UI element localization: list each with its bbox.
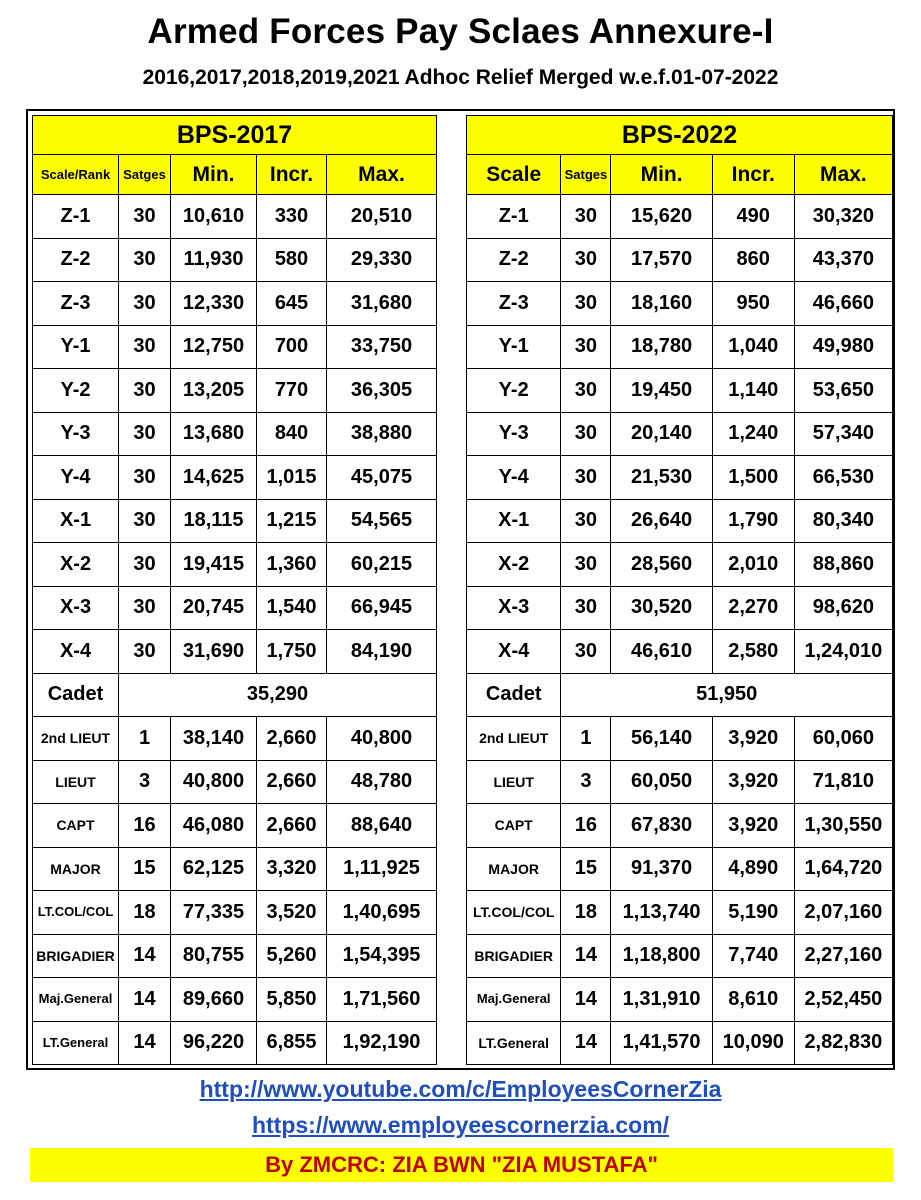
- table-row: [33, 456, 437, 500]
- value-cell: 1,71,560: [327, 978, 437, 1022]
- table-row: [467, 499, 893, 543]
- table-row: [33, 847, 437, 891]
- value-cell: 1,015: [257, 456, 327, 500]
- value-cell: 33,750: [327, 325, 437, 369]
- scale-cell: X-3: [467, 586, 561, 630]
- value-cell: 18,160: [611, 282, 712, 326]
- value-cell: 45,075: [327, 456, 437, 500]
- value-cell: 1,360: [257, 543, 327, 587]
- table-row: [33, 717, 437, 761]
- value-cell: 31,680: [327, 282, 437, 326]
- value-cell: 3,920: [712, 760, 794, 804]
- rank-cell: LT.General: [33, 1021, 119, 1065]
- value-cell: 20,140: [611, 412, 712, 456]
- value-cell: 19,450: [611, 369, 712, 413]
- table-row: [467, 543, 893, 587]
- value-cell: 1,18,800: [611, 934, 712, 978]
- value-cell: 30: [119, 369, 171, 413]
- page-subtitle: 2016,2017,2018,2019,2021 Adhoc Relief Merged w.e.f.01-07-2022: [142, 66, 779, 89]
- table-row: [467, 717, 893, 761]
- value-cell: 57,340: [794, 412, 892, 456]
- value-cell: 18,115: [171, 499, 257, 543]
- value-cell: 36,305: [327, 369, 437, 413]
- value-cell: 2,010: [712, 543, 794, 587]
- value-cell: 60,215: [327, 543, 437, 587]
- value-cell: 1,750: [257, 630, 327, 674]
- value-cell: 1: [119, 717, 171, 761]
- value-cell: 1,11,925: [327, 847, 437, 891]
- value-cell: 2,270: [712, 586, 794, 630]
- table-row: [33, 499, 437, 543]
- scale-cell: X-1: [467, 499, 561, 543]
- value-cell: 30: [561, 238, 611, 282]
- scale-cell: X-4: [467, 630, 561, 674]
- value-cell: 66,530: [794, 456, 892, 500]
- value-cell: 1,31,910: [611, 978, 712, 1022]
- value-cell: 15,620: [611, 195, 712, 239]
- value-cell: 1: [561, 717, 611, 761]
- scale-cell: X-2: [33, 543, 119, 587]
- rank-cell: Maj.General: [33, 978, 119, 1022]
- scale-cell: X-3: [33, 586, 119, 630]
- table-row: [33, 978, 437, 1022]
- value-cell: 4,890: [712, 847, 794, 891]
- value-cell: 30: [119, 282, 171, 326]
- value-cell: 84,190: [327, 630, 437, 674]
- value-cell: 30: [119, 456, 171, 500]
- value-cell: 18: [119, 891, 171, 935]
- value-cell: 56,140: [611, 717, 712, 761]
- value-cell: 30: [119, 195, 171, 239]
- table-row: [33, 630, 437, 674]
- table-row: [467, 847, 893, 891]
- scale-cell: X-2: [467, 543, 561, 587]
- value-cell: 14: [119, 934, 171, 978]
- value-cell: 40,800: [171, 760, 257, 804]
- value-cell: 30: [561, 412, 611, 456]
- rank-cell: LIEUT: [33, 760, 119, 804]
- value-cell: 2,660: [257, 804, 327, 848]
- table-row: [33, 760, 437, 804]
- value-cell: 8,610: [712, 978, 794, 1022]
- scale-cell: X-4: [33, 630, 119, 674]
- value-cell: 71,810: [794, 760, 892, 804]
- scale-cell: X-1: [33, 499, 119, 543]
- value-cell: 1,240: [712, 412, 794, 456]
- value-cell: 2,580: [712, 630, 794, 674]
- value-cell: 1,13,740: [611, 891, 712, 935]
- value-cell: 54,565: [327, 499, 437, 543]
- value-cell: 7,740: [712, 934, 794, 978]
- scale-cell: Y-3: [467, 412, 561, 456]
- cadet-label: Cadet: [33, 673, 119, 717]
- value-cell: 1,500: [712, 456, 794, 500]
- value-cell: 2,27,160: [794, 934, 892, 978]
- table-row: [33, 369, 437, 413]
- cadet-row: [33, 673, 437, 717]
- column-header: Min.: [611, 155, 712, 195]
- table-header-row: [33, 155, 437, 195]
- value-cell: 30: [561, 543, 611, 587]
- value-cell: 17,570: [611, 238, 712, 282]
- value-cell: 30: [119, 412, 171, 456]
- page-title: Armed Forces Pay Sclaes Annexure-I: [147, 12, 774, 51]
- value-cell: 30: [119, 325, 171, 369]
- bps-2017-table: [32, 115, 437, 1065]
- table-row: [467, 195, 893, 239]
- scale-cell: Y-3: [33, 412, 119, 456]
- table-row: [33, 586, 437, 630]
- value-cell: 46,080: [171, 804, 257, 848]
- cadet-value: 51,950: [561, 673, 893, 717]
- scale-cell: Z-3: [467, 282, 561, 326]
- rank-cell: LIEUT: [467, 760, 561, 804]
- column-header: Max.: [794, 155, 892, 195]
- value-cell: 330: [257, 195, 327, 239]
- value-cell: 3,520: [257, 891, 327, 935]
- table-banner-row: [467, 116, 893, 155]
- table-banner-row: [33, 116, 437, 155]
- value-cell: 3: [561, 760, 611, 804]
- value-cell: 31,690: [171, 630, 257, 674]
- table-row: [33, 934, 437, 978]
- value-cell: 29,330: [327, 238, 437, 282]
- cadet-value: 35,290: [119, 673, 437, 717]
- value-cell: 30: [119, 543, 171, 587]
- value-cell: 30: [561, 499, 611, 543]
- value-cell: 66,945: [327, 586, 437, 630]
- value-cell: 60,060: [794, 717, 892, 761]
- value-cell: 1,41,570: [611, 1021, 712, 1065]
- table-row: [467, 456, 893, 500]
- cadet-label: Cadet: [467, 673, 561, 717]
- table-row: [33, 282, 437, 326]
- value-cell: 77,335: [171, 891, 257, 935]
- value-cell: 80,755: [171, 934, 257, 978]
- value-cell: 5,260: [257, 934, 327, 978]
- table-row: [467, 804, 893, 848]
- value-cell: 860: [712, 238, 794, 282]
- value-cell: 16: [119, 804, 171, 848]
- table-row: [467, 891, 893, 935]
- value-cell: 43,370: [794, 238, 892, 282]
- value-cell: 30: [119, 238, 171, 282]
- value-cell: 14: [119, 1021, 171, 1065]
- table-row: [33, 1021, 437, 1065]
- table-row: [33, 804, 437, 848]
- column-header: Satges: [119, 155, 171, 195]
- value-cell: 19,415: [171, 543, 257, 587]
- value-cell: 16: [561, 804, 611, 848]
- value-cell: 38,140: [171, 717, 257, 761]
- table-row: [33, 412, 437, 456]
- column-header: Incr.: [257, 155, 327, 195]
- value-cell: 1,790: [712, 499, 794, 543]
- value-cell: 30,320: [794, 195, 892, 239]
- scale-cell: Z-2: [33, 238, 119, 282]
- value-cell: 30: [561, 456, 611, 500]
- table-row: [33, 543, 437, 587]
- value-cell: 1,64,720: [794, 847, 892, 891]
- table-banner: BPS-2017: [33, 116, 437, 155]
- scale-cell: Y-1: [467, 325, 561, 369]
- value-cell: 89,660: [171, 978, 257, 1022]
- value-cell: 1,24,010: [794, 630, 892, 674]
- value-cell: 15: [119, 847, 171, 891]
- scale-cell: Z-1: [467, 195, 561, 239]
- value-cell: 1,140: [712, 369, 794, 413]
- value-cell: 46,660: [794, 282, 892, 326]
- rank-cell: 2nd LIEUT: [467, 717, 561, 761]
- value-cell: 48,780: [327, 760, 437, 804]
- value-cell: 60,050: [611, 760, 712, 804]
- scale-cell: Z-3: [33, 282, 119, 326]
- value-cell: 3,920: [712, 717, 794, 761]
- value-cell: 30: [119, 586, 171, 630]
- table-banner: BPS-2022: [467, 116, 893, 155]
- value-cell: 30: [561, 195, 611, 239]
- value-cell: 645: [257, 282, 327, 326]
- value-cell: 26,640: [611, 499, 712, 543]
- value-cell: 1,40,695: [327, 891, 437, 935]
- table-row: [33, 891, 437, 935]
- value-cell: 3: [119, 760, 171, 804]
- footer-credit: By ZMCRC: ZIA BWN "ZIA MUSTAFA": [30, 1148, 893, 1182]
- value-cell: 11,930: [171, 238, 257, 282]
- value-cell: 10,090: [712, 1021, 794, 1065]
- rank-cell: CAPT: [467, 804, 561, 848]
- value-cell: 3,920: [712, 804, 794, 848]
- table-row: [467, 412, 893, 456]
- value-cell: 14: [561, 934, 611, 978]
- value-cell: 2,82,830: [794, 1021, 892, 1065]
- table-row: [467, 978, 893, 1022]
- value-cell: 1,30,550: [794, 804, 892, 848]
- value-cell: 20,745: [171, 586, 257, 630]
- value-cell: 840: [257, 412, 327, 456]
- value-cell: 30: [561, 369, 611, 413]
- value-cell: 30: [561, 282, 611, 326]
- value-cell: 30: [561, 325, 611, 369]
- column-header: Incr.: [712, 155, 794, 195]
- value-cell: 88,640: [327, 804, 437, 848]
- rank-cell: LT.COL/COL: [33, 891, 119, 935]
- rank-cell: MAJOR: [467, 847, 561, 891]
- rank-cell: BRIGADIER: [467, 934, 561, 978]
- value-cell: 5,850: [257, 978, 327, 1022]
- table-row: [467, 630, 893, 674]
- column-header: Scale: [467, 155, 561, 195]
- value-cell: 490: [712, 195, 794, 239]
- rank-cell: 2nd LIEUT: [33, 717, 119, 761]
- bps-2022-table: [466, 115, 893, 1065]
- value-cell: 20,510: [327, 195, 437, 239]
- value-cell: 18: [561, 891, 611, 935]
- value-cell: 1,540: [257, 586, 327, 630]
- value-cell: 1,54,395: [327, 934, 437, 978]
- value-cell: 14: [119, 978, 171, 1022]
- scale-cell: Z-2: [467, 238, 561, 282]
- value-cell: 91,370: [611, 847, 712, 891]
- scale-cell: Z-1: [33, 195, 119, 239]
- value-cell: 700: [257, 325, 327, 369]
- value-cell: 30: [119, 630, 171, 674]
- column-header: Satges: [561, 155, 611, 195]
- value-cell: 10,610: [171, 195, 257, 239]
- value-cell: 30,520: [611, 586, 712, 630]
- value-cell: 80,340: [794, 499, 892, 543]
- rank-cell: LT.COL/COL: [467, 891, 561, 935]
- value-cell: 40,800: [327, 717, 437, 761]
- table-row: [467, 760, 893, 804]
- value-cell: 15: [561, 847, 611, 891]
- table-row: [467, 586, 893, 630]
- value-cell: 580: [257, 238, 327, 282]
- value-cell: 2,52,450: [794, 978, 892, 1022]
- value-cell: 38,880: [327, 412, 437, 456]
- rank-cell: LT.General: [467, 1021, 561, 1065]
- value-cell: 1,215: [257, 499, 327, 543]
- table-row: [467, 934, 893, 978]
- value-cell: 3,320: [257, 847, 327, 891]
- value-cell: 12,750: [171, 325, 257, 369]
- table-row: [33, 238, 437, 282]
- rank-cell: Maj.General: [467, 978, 561, 1022]
- scale-cell: Y-4: [467, 456, 561, 500]
- youtube-link[interactable]: http://www.youtube.com/c/EmployeesCornerZia: [199, 1076, 722, 1102]
- column-header: Scale/Rank: [33, 155, 119, 195]
- rank-cell: CAPT: [33, 804, 119, 848]
- value-cell: 13,205: [171, 369, 257, 413]
- value-cell: 28,560: [611, 543, 712, 587]
- value-cell: 1,92,190: [327, 1021, 437, 1065]
- value-cell: 13,680: [171, 412, 257, 456]
- value-cell: 88,860: [794, 543, 892, 587]
- scale-cell: Y-1: [33, 325, 119, 369]
- value-cell: 6,855: [257, 1021, 327, 1065]
- value-cell: 12,330: [171, 282, 257, 326]
- table-row: [33, 195, 437, 239]
- column-header: Max.: [327, 155, 437, 195]
- value-cell: 14: [561, 978, 611, 1022]
- value-cell: 2,660: [257, 717, 327, 761]
- value-cell: 14,625: [171, 456, 257, 500]
- value-cell: 2,07,160: [794, 891, 892, 935]
- scale-cell: Y-2: [33, 369, 119, 413]
- pay-scales-frame: [26, 109, 895, 1070]
- column-header: Min.: [171, 155, 257, 195]
- table-row: [467, 238, 893, 282]
- table-row: [467, 369, 893, 413]
- value-cell: 2,660: [257, 760, 327, 804]
- table-row: [467, 325, 893, 369]
- value-cell: 770: [257, 369, 327, 413]
- table-row: [33, 325, 437, 369]
- scale-cell: Y-2: [467, 369, 561, 413]
- value-cell: 98,620: [794, 586, 892, 630]
- table-row: [467, 1021, 893, 1065]
- rank-cell: BRIGADIER: [33, 934, 119, 978]
- value-cell: 950: [712, 282, 794, 326]
- scale-cell: Y-4: [33, 456, 119, 500]
- table-header-row: [467, 155, 893, 195]
- value-cell: 30: [561, 630, 611, 674]
- website-link[interactable]: https://www.employeescornerzia.com/: [251, 1112, 670, 1138]
- value-cell: 46,610: [611, 630, 712, 674]
- value-cell: 30: [561, 586, 611, 630]
- value-cell: 96,220: [171, 1021, 257, 1065]
- rank-cell: MAJOR: [33, 847, 119, 891]
- value-cell: 30: [119, 499, 171, 543]
- value-cell: 49,980: [794, 325, 892, 369]
- value-cell: 67,830: [611, 804, 712, 848]
- cadet-row: [467, 673, 893, 717]
- value-cell: 62,125: [171, 847, 257, 891]
- value-cell: 1,040: [712, 325, 794, 369]
- value-cell: 18,780: [611, 325, 712, 369]
- table-row: [467, 282, 893, 326]
- value-cell: 21,530: [611, 456, 712, 500]
- value-cell: 53,650: [794, 369, 892, 413]
- value-cell: 14: [561, 1021, 611, 1065]
- value-cell: 5,190: [712, 891, 794, 935]
